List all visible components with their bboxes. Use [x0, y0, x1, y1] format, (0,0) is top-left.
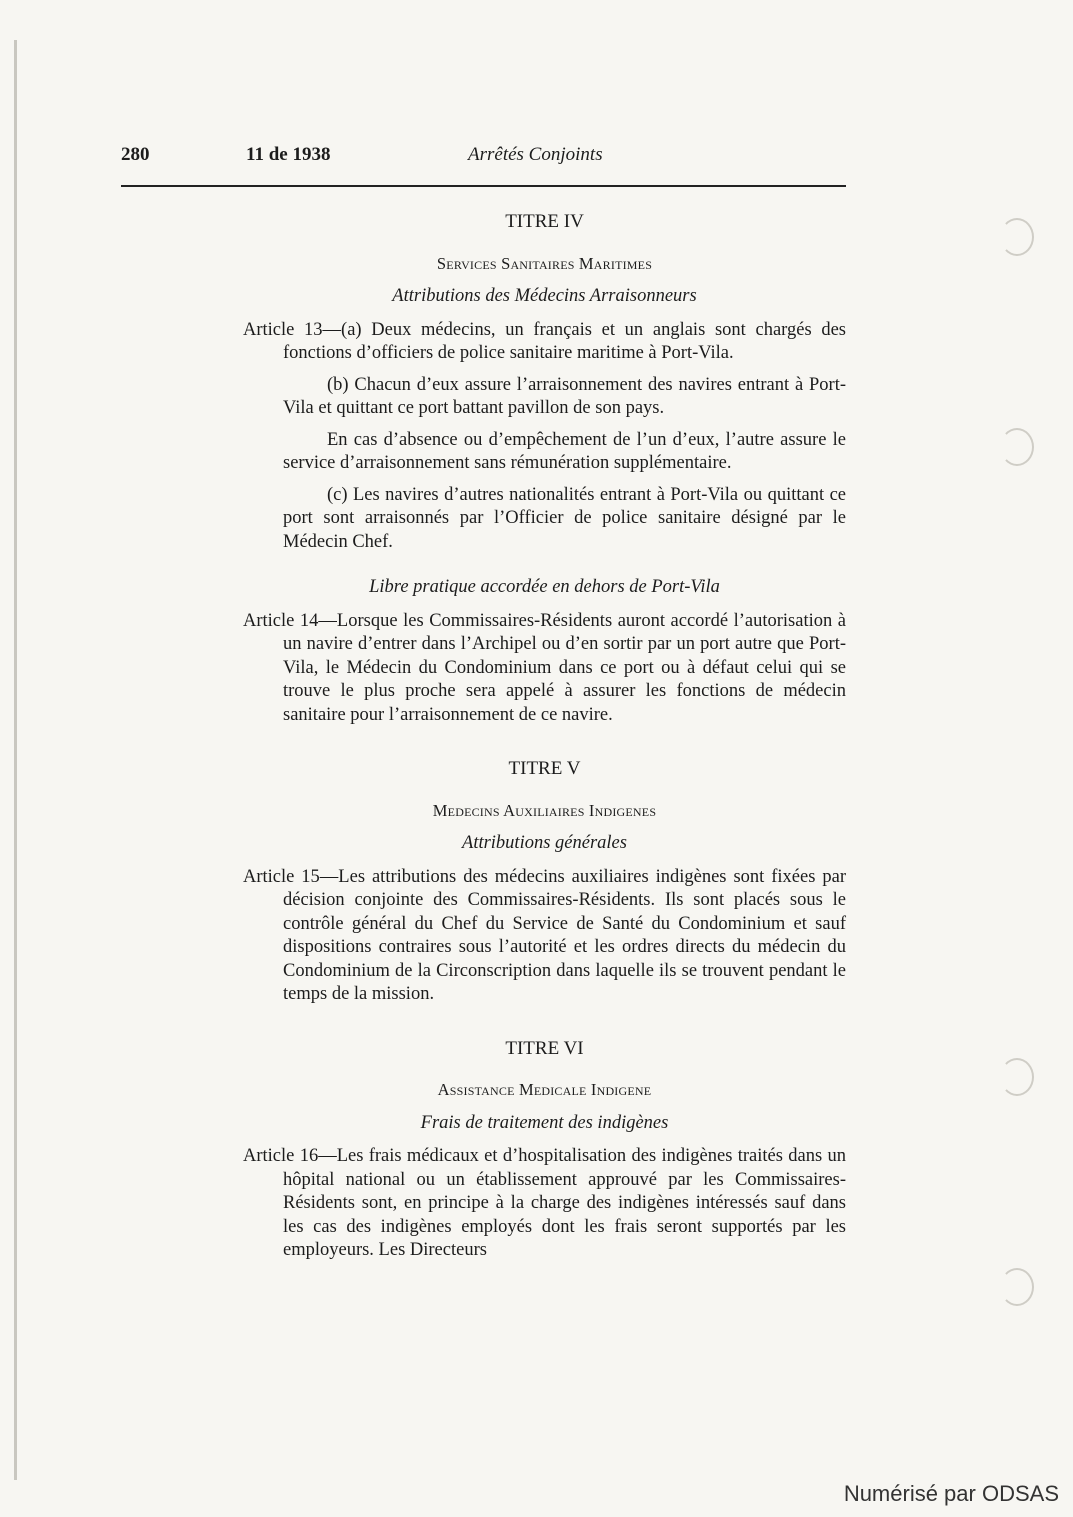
article-16: Article 16—Les frais médicaux et d’hospitalisation des indigènes traités dans un hôpital national ou un établissement approuvé par les Commissaires-Résidents sont, en principe à la charge des indigènes intéressés sauf dans les cas des indigènes employés dont les frais seront supportés par les employeurs. Les Directeurs [243, 1146, 846, 1260]
titre-iv-section: Services Sanitaires Maritimes [436, 253, 653, 273]
titre-v-section: Medecins Auxiliaires Indigenes [432, 800, 657, 820]
punch-hole-mark [1000, 1058, 1034, 1096]
running-title: Arrêtés Conjoints [468, 144, 603, 165]
titre-vi-heading: TITRE VI [505, 1037, 584, 1059]
header-rule [121, 185, 846, 187]
titre-v-subtitle: Attributions générales [462, 833, 627, 853]
article-13-c: (c) Les navires d’autres nationalités entrant à Port-Vila ou quittant ce port sont arraisonnés par l’Officier de police sanitaire désigné par le Médecin Chef. [283, 484, 846, 552]
punch-hole-mark [1000, 218, 1034, 256]
article-13-b: (b) Chacun d’eux assure l’arraisonnement des navires entrant à Port-Vila et quittant ce port battant pavillon de son pays. [283, 374, 846, 418]
titre-v-heading: TITRE V [508, 758, 581, 779]
document-body [243, 210, 846, 1271]
page-header [121, 144, 846, 174]
page-number: 280 [121, 144, 150, 165]
page-binding-edge [14, 40, 17, 1480]
titre-vi-subtitle: Frais de traitement des indigènes [420, 1112, 669, 1133]
article-13-a: Article 13—(a) Deux médecins, un français et un anglais sont chargés des fonctions d’officiers de police sanitaire maritime à Port-Vila. [243, 319, 846, 363]
titre-iv-subtitle-1: Attributions des Médecins Arraisonneurs [392, 286, 697, 306]
titre-iv-heading: TITRE IV [505, 211, 584, 232]
article-14: Article 14—Lorsque les Commissaires-Résidents auront accordé l’autorisation à un navire d’entrer dans l’Archipel ou d’en sortir par un port autre que Port-Vila, le Médecin du Condominium dans ce port ou à défaut celui qui se trouve le plus proche sera appelé à assurer les fonctions de médecin sanitaire pour l’arraisonnement de ce navire. [243, 610, 846, 725]
ordinance-year: 11 de 1938 [246, 144, 331, 165]
punch-hole-mark [1000, 1268, 1034, 1306]
punch-hole-mark [1000, 428, 1034, 466]
article-15: Article 15—Les attributions des médecins auxiliaires indigènes sont fixées par décision conjointe des Commissaires-Résidents. Ils sont placés sous le contrôle général du Chef du Service de Santé du Condominium et sauf dispositions contraires sous l’autorité et les ordres directs du médecin du Condominium de la Circonscription dans laquelle ils se trouvent pendant le temps de la mission. [243, 866, 846, 1004]
titre-iv-subtitle-2: Libre pratique accordée en dehors de Port-Vila [369, 577, 720, 597]
digitization-credit: Numérisé par ODSAS [843, 1481, 1059, 1506]
titre-vi-section: Assistance Medicale Indigene [437, 1080, 652, 1099]
article-13-b-continued: En cas d’absence ou d’empêchement de l’un d’eux, l’autre assure le service d’arraisonnement sans rémunération supplémentaire. [283, 429, 846, 473]
